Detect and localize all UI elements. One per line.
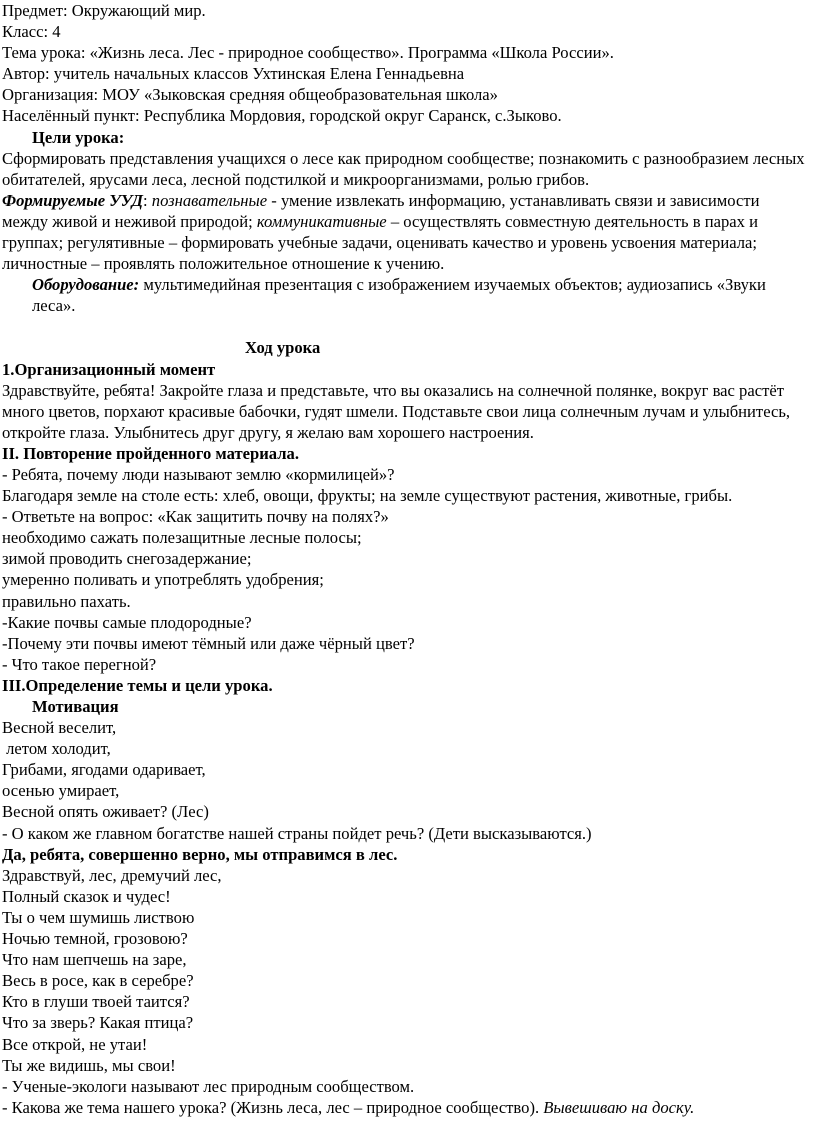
uud-cognitive-label: познавательные [151, 190, 268, 210]
uud-cognitive-text: - умение извлекать информацию, устанавливать связи и зависимости между живой и неживой природой; [2, 190, 760, 231]
poem-line: Ты о чем шумишь листвою [2, 907, 195, 927]
topic-question: - Какова же тема нашего урока? (Жизнь леса, лес – природное сообщество). [2, 1097, 544, 1117]
poem-line: Ты же видишь, мы свои! [2, 1055, 176, 1075]
riddle-line: Грибами, ягодами одаривает, [2, 760, 206, 780]
section2-heading: II. Повторение пройденного материала. [2, 443, 299, 463]
goals-text: Сформировать представления учащихся о лесе как природном сообществе; познакомить с разнообразием лесных обитателей, ярусами леса, лесной подстилкой и микроорганизмами, ролью грибов. [2, 148, 805, 189]
section2-line: - Ребята, почему люди называют землю «кормилицей»? [2, 464, 395, 484]
riddle-line: осенью умирает, [2, 781, 120, 801]
topic-line: Тема урока: «Жизнь леса. Лес - природное сообщество». Программа «Школа России». [2, 43, 614, 63]
section2-line: -Какие почвы самые плодородные? [2, 612, 252, 632]
forest-answer: Да, ребята, совершенно верно, мы отправимся в лес. [2, 844, 398, 864]
spacer [2, 316, 808, 337]
equipment-text: мультимедийная презентация с изображением изучаемых объектов; аудиозапись «Звуки леса». [32, 275, 766, 316]
board-note: Вывешиваю на доску. [543, 1097, 695, 1117]
equipment-label: Оборудование: [32, 275, 140, 295]
uud-paragraph [2, 190, 808, 274]
poem-line: Что за зверь? Какая птица? [2, 1013, 194, 1033]
section2-line: зимой проводить снегозадержание; [2, 549, 252, 569]
uud-label: Формируемые УУД [2, 190, 144, 210]
uud-colon: : [143, 190, 152, 210]
section1-text: Здравствуйте, ребята! Закройте глаза и представьте, что вы оказались на солнечной полянке, вокруг вас растёт много цветов, порхают красивые бабочки, гудят шмели. Подставьте свои лица солнечным лучам и улыбнитесь, откройте глаза. Улыбнитесь друг другу, я желаю вам хорошего настроения. [2, 380, 791, 442]
section1-heading: 1.Организационный момент [2, 359, 216, 379]
equipment-paragraph [2, 274, 808, 316]
topic-question-line [2, 1097, 808, 1118]
section2-line: - Ответьте на вопрос: «Как защитить почву на полях?» [2, 507, 389, 527]
lesson-title: Ход урока [245, 338, 321, 358]
section2-line: - Что такое перегной? [2, 654, 157, 674]
section3-heading: III.Определение темы и цели урока. [2, 675, 273, 695]
ecologists-line: - Ученые-экологи называют лес природным сообществом. [2, 1076, 415, 1096]
poem-line: Здравствуй, лес, дремучий лес, [2, 865, 222, 885]
section2-line: необходимо сажать полезащитные лесные полосы; [2, 528, 362, 548]
riddle-line: летом холодит, [2, 739, 111, 759]
uud-communicative-label: коммуникативные [256, 211, 387, 231]
poem-line: Что нам шепчешь на заре, [2, 950, 187, 970]
section2-line: -Почему эти почвы имеют тёмный или даже чёрный цвет? [2, 633, 415, 653]
poem-line: Весь в росе, как в серебре? [2, 971, 194, 991]
poem-line: Полный сказок и чудес! [2, 886, 171, 906]
section2-line: Благодаря земле на столе есть: хлеб, овощи, фрукты; на земле существуют растения, животные, грибы. [2, 486, 733, 506]
riddle-line: Весной опять оживает? (Лес) [2, 802, 209, 822]
locality-line: Населённый пункт: Республика Мордовия, городской округ Саранск, с.Зыково. [2, 106, 562, 126]
riddle-line: Весной веселит, [2, 718, 117, 738]
organization-line: Организация: МОУ «Зыковская средняя общеобразовательная школа» [2, 85, 498, 105]
subject-line: Предмет: Окружающий мир. [2, 1, 206, 20]
motivation-heading: Мотивация [32, 697, 119, 716]
goals-heading: Цели урока: [32, 127, 125, 147]
section2-line: правильно пахать. [2, 591, 131, 611]
poem-line: Ночью темной, грозовою? [2, 929, 188, 949]
poem-line: Все открой, не утаи! [2, 1034, 148, 1054]
grade-line: Класс: 4 [2, 22, 61, 42]
uud-rest-text: – осуществлять совместную деятельность в парах и группах; регулятивные – формировать учебные задачи, оценивать качество и уровень усвоения материала; личностные – проявлять положительное отношение к учению. [2, 211, 758, 274]
forest-question: - О каком же главном богатстве нашей страны пойдет речь? (Дети высказываются.) [2, 823, 592, 843]
author-line: Автор: учитель начальных классов Ухтинская Елена Геннадьевна [2, 64, 465, 84]
section2-line: умеренно поливать и употреблять удобрения; [2, 570, 324, 590]
poem-line: Кто в глуши твоей таится? [2, 992, 190, 1012]
